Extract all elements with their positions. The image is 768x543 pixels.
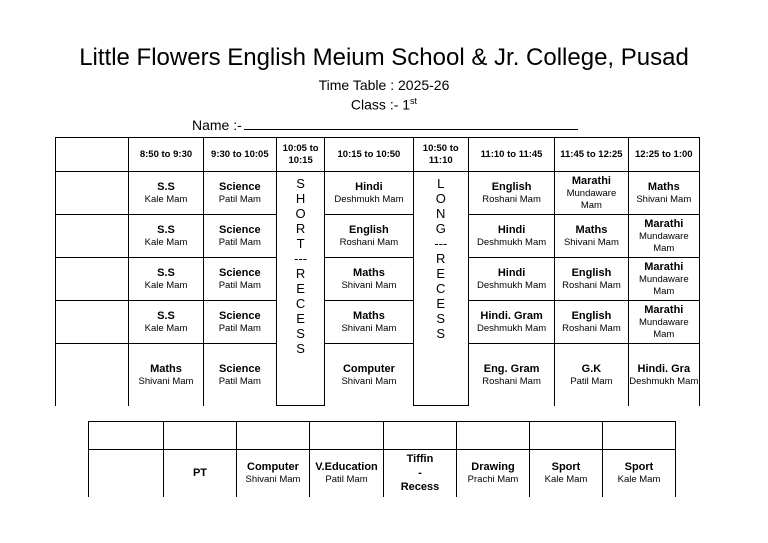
subject-name: Science [219, 310, 261, 322]
period-cell [628, 215, 699, 258]
subject-name: Maths [647, 181, 680, 193]
name-label: Name :- [192, 117, 242, 133]
time-slot: 11:10 to 11:45 [468, 138, 554, 172]
period-cell [129, 215, 203, 258]
teacher-name: Shivani Mam [245, 474, 301, 486]
empty-cell [164, 422, 237, 450]
subject-name: Science [219, 181, 261, 193]
empty-cell [384, 422, 457, 450]
long-recess [413, 172, 468, 406]
lower-header-row [89, 422, 676, 450]
subject-name: Hindi [497, 267, 526, 279]
time-slot: 10:15 to 10:50 [325, 138, 413, 172]
period-cell [530, 450, 603, 497]
period-cell [129, 258, 203, 301]
recess-letter: E [436, 266, 446, 281]
subject-name: English [349, 224, 389, 236]
subject-name: - [418, 467, 422, 480]
period-cell [325, 215, 413, 258]
recess-letter: N [436, 206, 446, 221]
recess-letter: R [295, 266, 306, 281]
subject-name: Tiffin [406, 453, 434, 466]
subject-name: Marathi [644, 261, 684, 273]
recess-letter: C [436, 281, 446, 296]
subject-name: Marathi [644, 304, 684, 316]
period-cell [555, 301, 628, 344]
teacher-name: Deshmukh Mam [476, 323, 547, 334]
class-label [0, 96, 768, 113]
subject-name: Science [219, 362, 261, 375]
timetable-title: Time Table : 2025-26 [318, 77, 450, 93]
period-cell [628, 301, 699, 344]
school-name: Little Flowers English Meium School & Jr. College, Pusad [79, 44, 689, 71]
subject-name: Hindi [355, 181, 383, 193]
period-cell [468, 301, 554, 344]
header-row [56, 138, 700, 172]
saturday-table [88, 421, 676, 497]
period-cell [129, 301, 203, 344]
teacher-name: Deshmukh Mam [476, 237, 547, 248]
teacher-name: Shivani Mam [563, 237, 619, 248]
subject-name: S.S [157, 267, 175, 279]
subject-name: Hindi [497, 224, 526, 236]
recess-letter: O [295, 206, 306, 221]
corner-cell [56, 138, 129, 172]
empty-cell [603, 422, 676, 450]
empty-cell [89, 422, 164, 450]
subject-name: S.S [157, 310, 175, 322]
time-slot: 10:05 to 10:15 [277, 138, 325, 172]
subject-name: English [571, 310, 612, 322]
teacher-name: Roshani Mam [482, 194, 541, 205]
time-slot: 8:50 to 9:30 [129, 138, 203, 172]
teacher-name: Shivani Mam [341, 323, 397, 334]
time-slot: 10:50 to 11:10 [413, 138, 468, 172]
recess-letter: S [436, 311, 446, 326]
table-row [56, 301, 700, 344]
subject-name: Computer [247, 461, 299, 474]
subject-name: S.S [157, 181, 175, 193]
teacher-name: Shivani Mam [636, 194, 692, 205]
teacher-name: Roshani Mam [562, 323, 621, 334]
period-cell [468, 215, 554, 258]
teacher-name: Roshani Mam [482, 375, 541, 387]
period-cell [468, 344, 554, 406]
teacher-name: Mundaware Mam [638, 317, 689, 340]
period-cell [628, 172, 699, 215]
day-cell [56, 215, 129, 258]
recess-letter: H [295, 191, 306, 206]
period-cell [468, 258, 554, 301]
subject-name: Maths [353, 267, 385, 279]
subject-name: Maths [575, 224, 608, 236]
period-cell [164, 450, 237, 497]
teacher-name: Kale Mam [144, 323, 188, 334]
day-cell [56, 344, 129, 406]
period-cell [457, 450, 530, 497]
recess-letter: R [295, 221, 306, 236]
teacher-name: Patil Mam [218, 323, 261, 334]
teacher-name: Deshmukh Mam [334, 194, 404, 205]
teacher-name: Deshmukh Mam [476, 280, 547, 291]
teacher-name: Kale Mam [544, 474, 588, 486]
recess-letter: --- [434, 236, 448, 251]
subject-name: Hindi. Gram [480, 310, 543, 322]
empty-cell [310, 422, 384, 450]
teacher-name: Patil Mam [218, 375, 261, 387]
subject-name: English [491, 181, 532, 193]
subject-name: Computer [342, 362, 395, 375]
recess-letter: --- [294, 251, 308, 266]
period-cell [310, 450, 384, 497]
teacher-name: Deshmukh Mam [629, 375, 699, 387]
table-row [56, 258, 700, 301]
time-slot: 11:45 to 12:25 [555, 138, 628, 172]
teacher-name: Kale Mam [144, 237, 188, 248]
short-recess [277, 172, 325, 406]
recess-letter: S [296, 341, 305, 356]
time-slot: 12:25 to 1:00 [628, 138, 699, 172]
recess-letter: R [436, 251, 446, 266]
subject-name: Hindi. Gra [637, 362, 691, 375]
period-cell [384, 450, 457, 497]
lower-row [89, 450, 676, 497]
recess-letter: E [296, 281, 305, 296]
day-cell [89, 450, 164, 497]
recess-letter: C [295, 296, 306, 311]
subject-name: Science [219, 224, 261, 236]
teacher-name: Mundaware Mam [638, 231, 689, 254]
period-cell [203, 301, 276, 344]
subject-name: PT [192, 467, 208, 480]
recess-letter: S [296, 326, 305, 341]
recess-letter: G [435, 221, 446, 236]
recess-letter: E [436, 296, 446, 311]
subject-name: Eng. Gram [483, 362, 540, 375]
period-cell [325, 344, 413, 406]
period-cell [468, 172, 554, 215]
name-field [192, 116, 578, 133]
recess-letter: O [435, 191, 446, 206]
teacher-name: Kale Mam [144, 194, 188, 205]
table-row [56, 172, 700, 215]
name-blank-line [244, 116, 578, 130]
recess-letter: L [437, 176, 445, 191]
teacher-name: Patil Mam [218, 280, 261, 291]
period-cell [129, 344, 203, 406]
period-cell [555, 258, 628, 301]
empty-cell [237, 422, 310, 450]
teacher-name: Patil Mam [570, 375, 613, 387]
subject-name: Sport [624, 461, 654, 474]
subject-name: English [571, 267, 612, 279]
teacher-name: Patil Mam [325, 474, 368, 486]
period-cell [325, 301, 413, 344]
teacher-name: Mundaware Mam [566, 188, 617, 211]
subject-name: Marathi [571, 175, 611, 187]
day-cell [56, 258, 129, 301]
teacher-name: Roshani Mam [339, 237, 399, 248]
teacher-name: Shivani Mam [138, 375, 194, 387]
subject-name: G.K [581, 362, 602, 375]
teacher-name: Shivani Mam [341, 280, 397, 291]
time-slot: 9:30 to 10:05 [203, 138, 276, 172]
subject-name: Science [219, 267, 261, 279]
class-suffix: st [410, 96, 418, 106]
period-cell [555, 344, 628, 406]
period-cell [325, 258, 413, 301]
teacher-name: Patil Mam [218, 237, 261, 248]
empty-cell [530, 422, 603, 450]
subject-name: Maths [150, 362, 182, 375]
teacher-name: Kale Mam [617, 474, 661, 486]
period-cell [325, 172, 413, 215]
recess-letter: S [296, 176, 305, 191]
empty-cell [457, 422, 530, 450]
day-cell [56, 172, 129, 215]
recess-letter: T [296, 236, 305, 251]
teacher-name: Shivani Mam [341, 375, 397, 387]
period-cell [129, 172, 203, 215]
subject-name: Maths [353, 310, 385, 322]
subject-name: S.S [157, 224, 175, 236]
table-row [56, 215, 700, 258]
teacher-name: Prachi Mam [467, 474, 519, 486]
teacher-name: Patil Mam [218, 194, 261, 205]
teacher-name: Kale Mam [144, 280, 188, 291]
subject-name: Sport [551, 461, 581, 474]
period-cell [628, 344, 699, 406]
period-cell [203, 258, 276, 301]
period-cell [555, 172, 628, 215]
teacher-name: Roshani Mam [562, 280, 621, 291]
period-cell [203, 344, 276, 406]
subject-name: V.Education [315, 461, 378, 474]
period-cell [203, 172, 276, 215]
subject-name: Marathi [644, 218, 684, 230]
period-cell [603, 450, 676, 497]
subject-name: Drawing [471, 461, 515, 474]
subject-name: Recess [400, 481, 440, 494]
teacher-name: Mundaware Mam [638, 274, 689, 297]
period-cell [628, 258, 699, 301]
table-row [56, 344, 700, 406]
timetable [55, 137, 700, 406]
day-cell [56, 301, 129, 344]
period-cell [555, 215, 628, 258]
recess-letter: E [296, 311, 305, 326]
period-cell [203, 215, 276, 258]
period-cell [237, 450, 310, 497]
class-text: Class :- 1 [350, 96, 411, 113]
recess-letter: S [436, 326, 446, 341]
